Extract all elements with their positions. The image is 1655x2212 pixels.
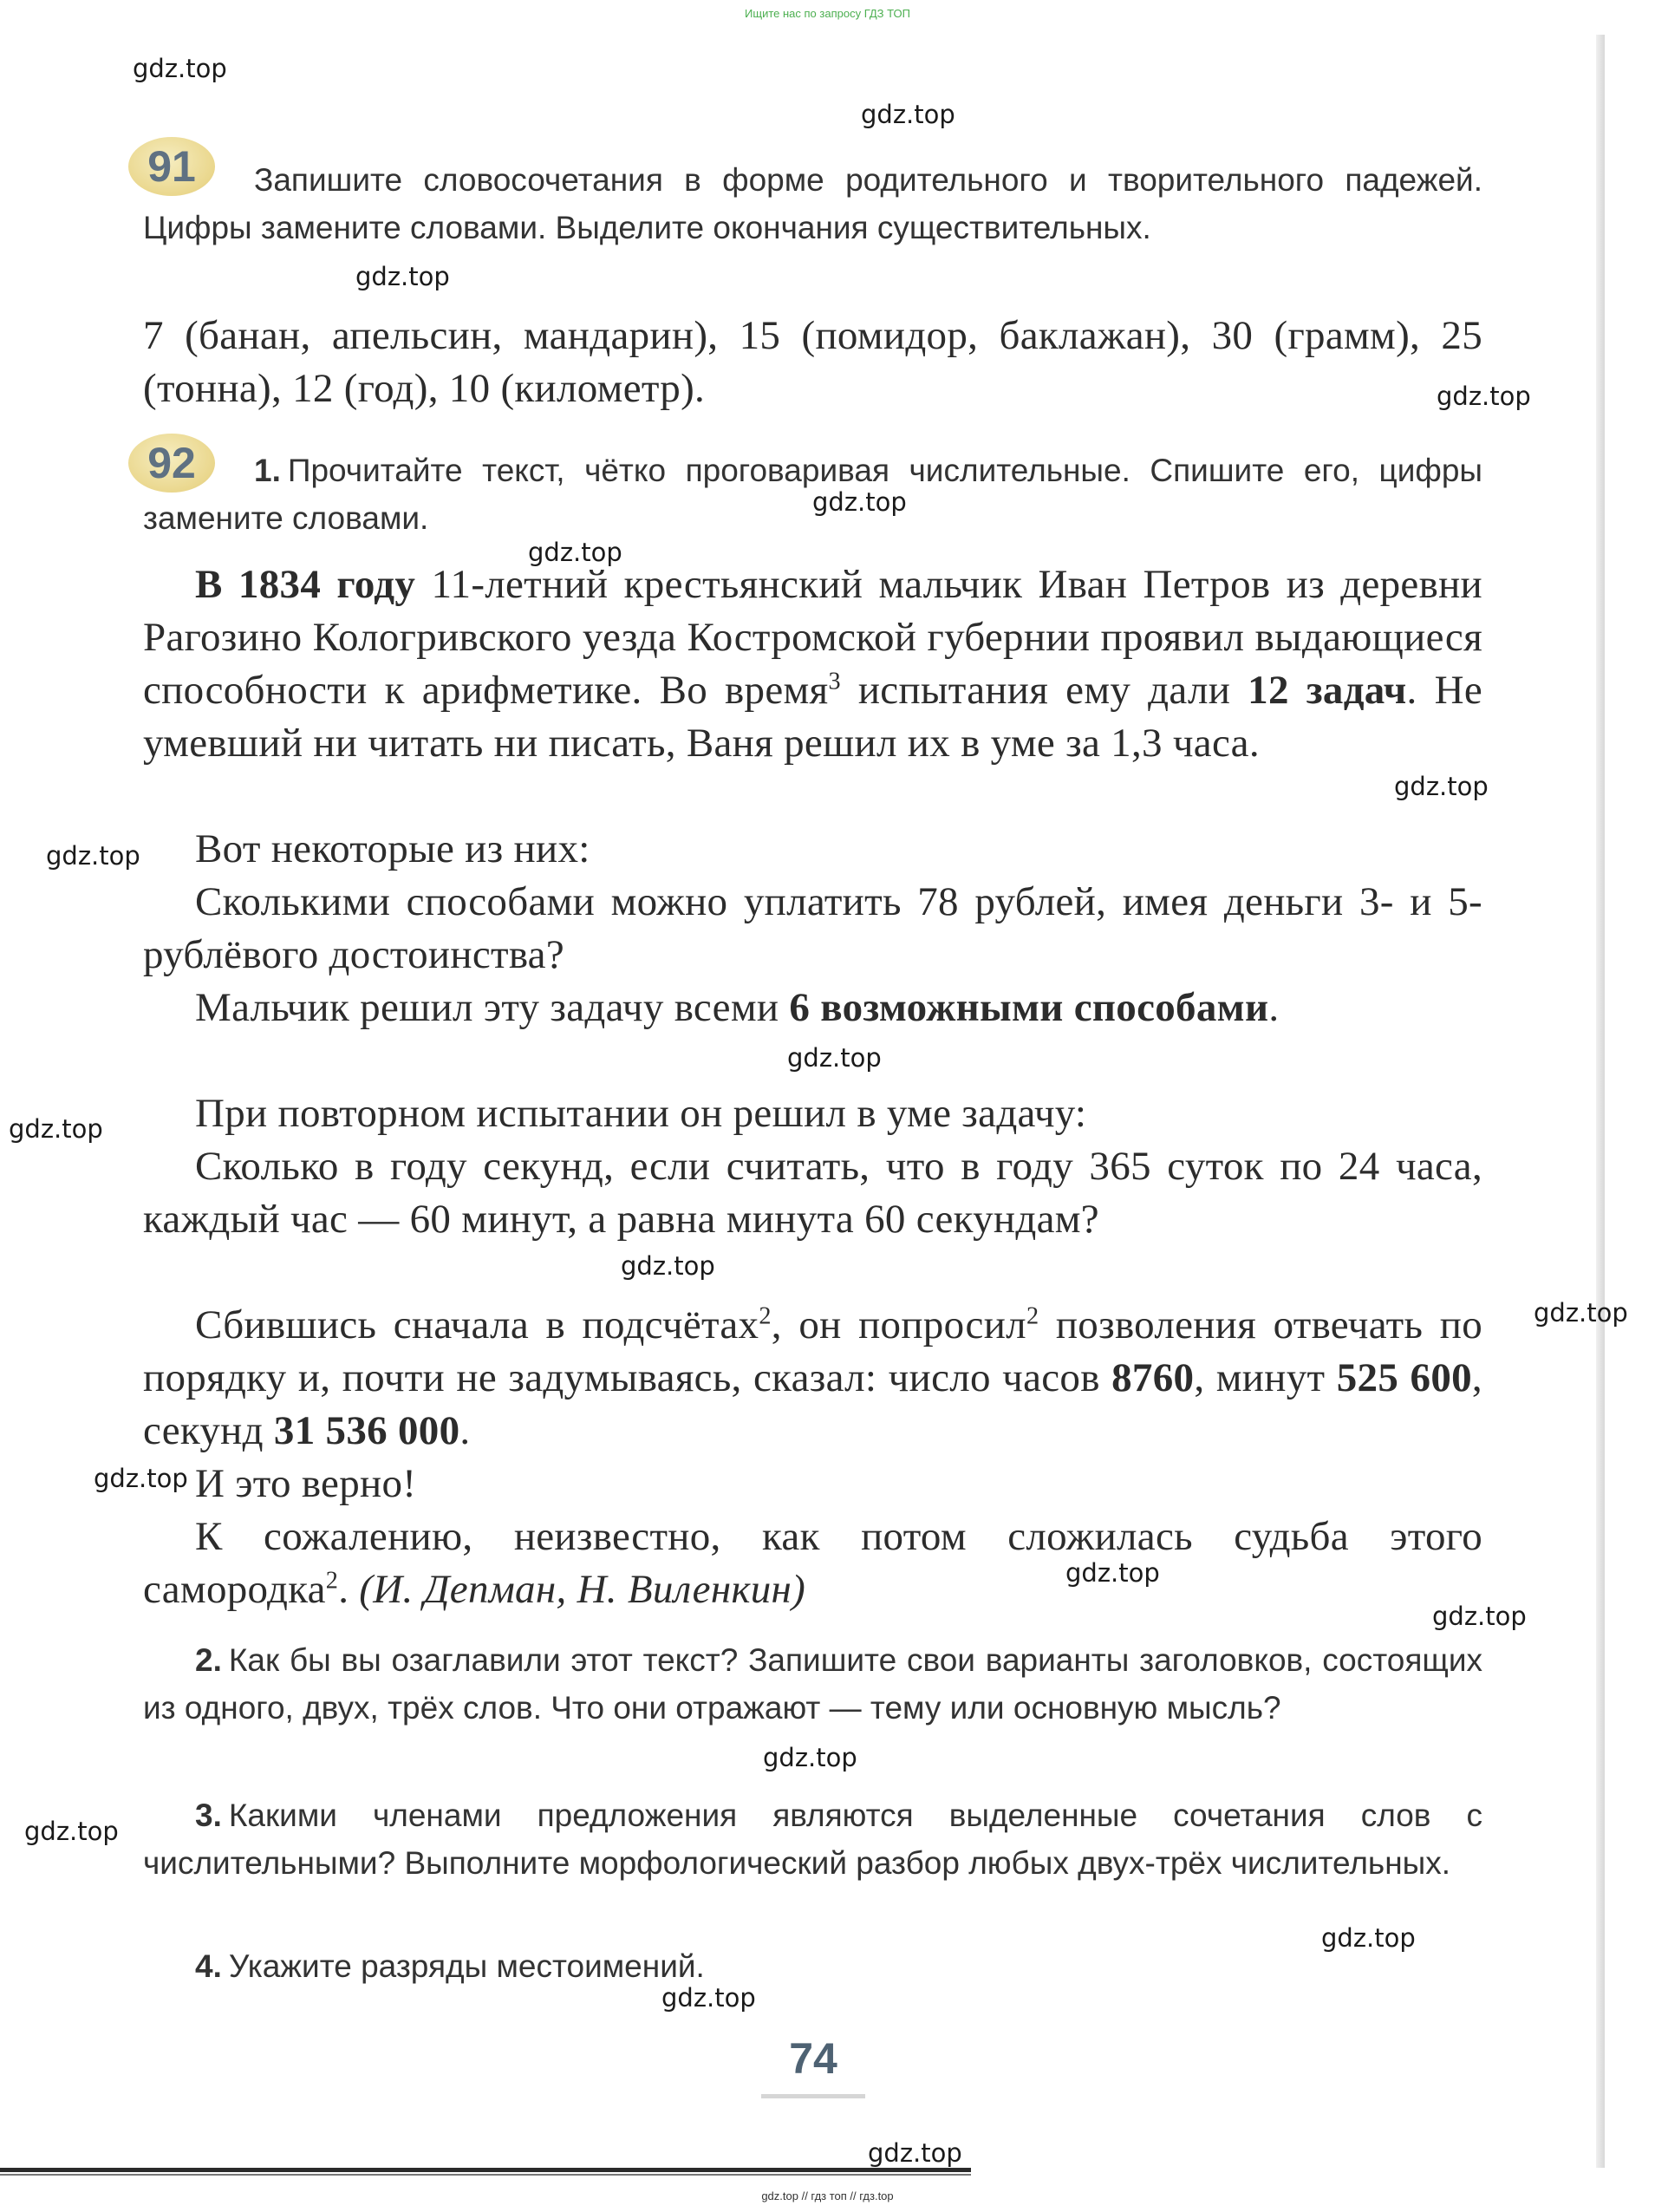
exercise-92-number: 92 [147, 439, 196, 487]
exercise-92-task-2 [143, 1636, 1482, 1732]
page-number: 74 [789, 2034, 837, 2083]
highlight-seconds: 31 536 000 [273, 1408, 460, 1453]
p7-text-a: Сбившись сначала в подсчётах [195, 1302, 759, 1347]
highlight-year: В 1834 году [195, 562, 416, 607]
p7-text-e: , секунд [143, 1355, 1482, 1453]
bottom-rule-thin [0, 2174, 971, 2176]
p1-text-a: 11-летний крестьянский мальчик Иван Петров из деревни Рагозино Кологривского уезда Костромской губернии проявил выдающиеся способности к арифметике. Во время [143, 562, 1482, 713]
text-paragraph-1 [143, 558, 1482, 770]
watermark: gdz.top [46, 841, 140, 871]
footnote-mark: 2 [759, 1302, 772, 1330]
watermark: gdz.top [1321, 1923, 1416, 1953]
watermark: gdz.top [133, 54, 227, 83]
page-number-underline [761, 2094, 865, 2098]
task-2-number: 2. [195, 1642, 222, 1678]
task-2-text: Как бы вы озаглавили этот текст? Запишите свои варианты заголовков, состоящих из одного, двух, трёх слов. Что они отражают — тему или основную мысль? [143, 1642, 1482, 1726]
p1-text-b: испытания ему дали [840, 668, 1248, 713]
bottom-rule [0, 2168, 971, 2172]
text-paragraph-3: Сколькими способами можно уплатить 78 рублей, имея деньги 3- и 5-рублёвого достоинства? [143, 879, 1482, 977]
source-authors: (И. Депман, Н. Виленкин) [349, 1567, 806, 1612]
highlight-minutes: 525 600 [1336, 1355, 1472, 1400]
p9-text-b: . [338, 1567, 349, 1612]
watermark: gdz.top [661, 1983, 756, 2013]
p9-text-a: К сожалению, неизвестно, как потом сложилась судьба этого самородка [143, 1514, 1482, 1612]
watermark: gdz.top [1534, 1298, 1628, 1328]
exercise-91-phrases: 7 (банан, апельсин, мандарин), 15 (помидор, баклажан), 30 (грамм), 25 (тонна), 12 (год), 10 (километр). [143, 313, 1482, 411]
p4-text-a: Мальчик решил эту задачу всеми [195, 985, 790, 1030]
top-banner: Ищите нас по запросу ГДЗ ТОП [745, 7, 910, 20]
text-paragraph-9 [143, 1511, 1482, 1616]
text-paragraph-5: При повторном испытании он решил в уме задачу: [195, 1091, 1087, 1136]
p7-text-b: , он попросил [771, 1302, 1026, 1347]
watermark: gdz.top [24, 1817, 119, 1846]
text-paragraph-6: Сколько в году секунд, если считать, что в году 365 суток по 24 часа, каждый час — 60 минут, а равна минута 60 секундам? [143, 1144, 1482, 1242]
watermark: gdz.top [94, 1464, 188, 1493]
task-4-number: 4. [195, 1948, 222, 1984]
watermark: gdz.top [1437, 382, 1531, 411]
exercise-92-task-3 [143, 1791, 1482, 1887]
watermark: gdz.top [763, 1743, 857, 1772]
task-3-text: Какими членами предложения являются выделенные сочетания слов с числительными? Выполните морфологический разбор любых двух-трёх числительных. [143, 1798, 1482, 1881]
page-edge-shadow [1596, 35, 1605, 2168]
watermark: gdz.top [355, 262, 450, 291]
highlight-hours: 8760 [1111, 1355, 1195, 1400]
highlight-ways: 6 возможными способами [789, 985, 1269, 1030]
footnote-mark: 3 [828, 668, 841, 695]
watermark: gdz.top [868, 2138, 962, 2168]
watermark: gdz.top [621, 1251, 715, 1281]
text-paragraph-8: И это верно! [195, 1461, 417, 1506]
footnote-mark: 2 [1026, 1302, 1039, 1330]
watermark: gdz.top [1065, 1558, 1160, 1588]
text-paragraph-2: Вот некоторые из них: [195, 826, 590, 871]
p1-text-c: . Не умевший ни читать ни писать, Ваня решил их в уме за 1,3 часа. [143, 668, 1482, 766]
p7-text-f: . [459, 1408, 471, 1453]
watermark: gdz.top [861, 100, 955, 129]
watermark: gdz.top [528, 538, 622, 567]
exercise-91-task: Запишите словосочетания в форме родительного и творительного падежей. Цифры замените словами. Выделите окончания существительных. [143, 162, 1482, 245]
p7-text-c: позволения отвечать по порядку и, почти не задумываясь, сказал: число часов [143, 1302, 1483, 1400]
watermark: gdz.top [812, 487, 907, 517]
footer: gdz.top // гдз топ // гдз.top [761, 2189, 894, 2202]
exercise-91-number: 91 [147, 142, 196, 191]
task-3-number: 3. [195, 1798, 222, 1833]
watermark: gdz.top [1394, 772, 1489, 801]
p4-text-b: . [1268, 985, 1280, 1030]
highlight-tasks: 12 задач [1248, 668, 1407, 713]
watermark: gdz.top [1432, 1602, 1527, 1631]
watermark: gdz.top [9, 1114, 103, 1144]
footnote-mark: 2 [325, 1567, 339, 1595]
text-paragraph-7 [143, 1299, 1482, 1458]
task-1-number: 1. [254, 453, 281, 488]
p7-text-d: , минут [1194, 1355, 1337, 1400]
text-paragraph-4 [143, 982, 1482, 1034]
task-4-text: Укажите разряды местоимений. [228, 1948, 705, 1984]
exercise-92-task-4 [143, 1942, 1482, 1990]
task-1-text: Прочитайте текст, чётко проговаривая числительные. Спишите его, цифры замените словами. [143, 453, 1482, 536]
watermark: gdz.top [787, 1043, 882, 1073]
